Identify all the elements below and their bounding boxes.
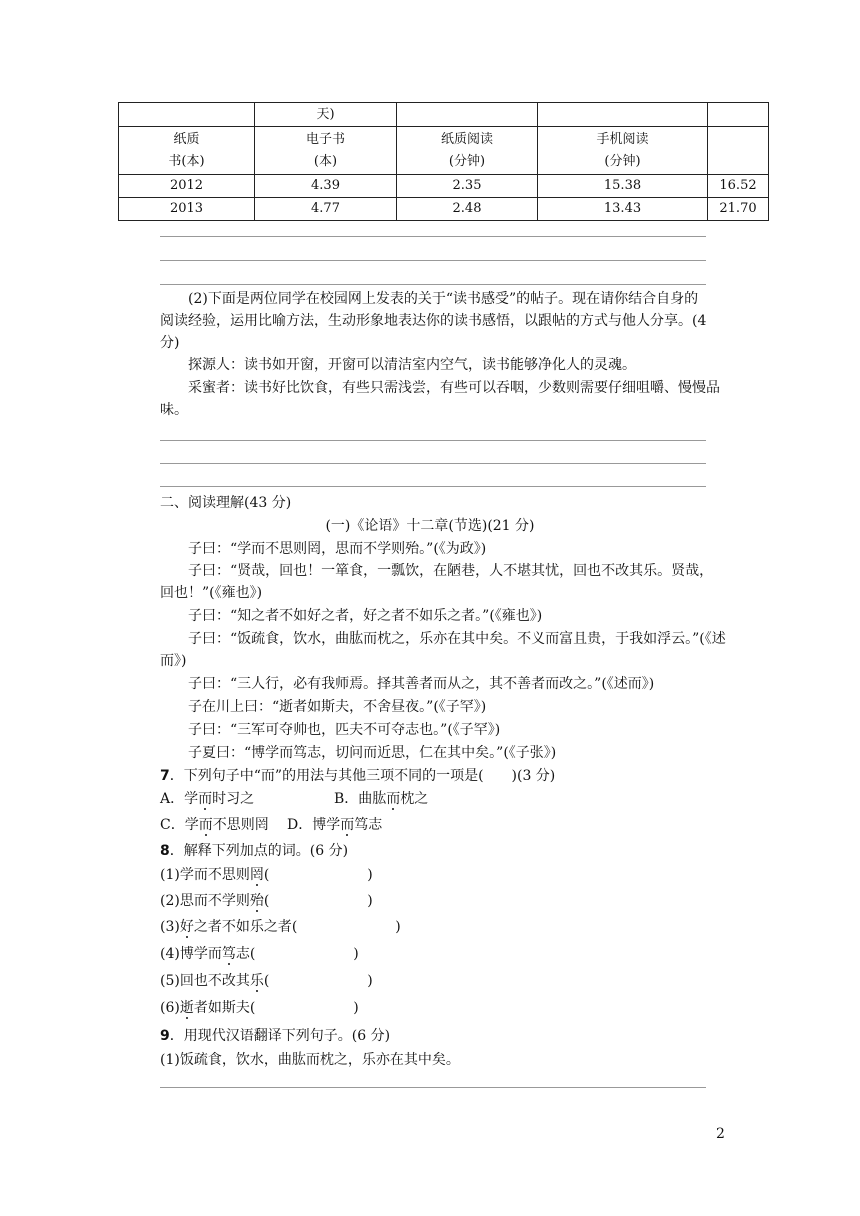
option-c[interactable]: C．学而不思则罔 bbox=[160, 817, 269, 833]
question-text: ．下列句子中“而”的用法与其他三项不同的一项是( )(3 分) bbox=[169, 768, 556, 784]
question-7-stem bbox=[160, 765, 555, 787]
passage-line: 子曰：“贤哉，回也！一箪食，一瓢饮，在陋巷，人不堪其忧，回也不改其乐。贤哉， bbox=[188, 563, 714, 579]
q8-item[interactable]: (6)逝者如斯夫( ) bbox=[160, 1000, 359, 1016]
question-number: 9 bbox=[160, 1028, 170, 1044]
option-b[interactable]: B．曲肱而枕之 bbox=[334, 791, 429, 807]
answer-line[interactable] bbox=[160, 284, 706, 285]
answer-line[interactable] bbox=[160, 1087, 706, 1088]
question-text: ．用现代汉语翻译下列句子。(6 分) bbox=[169, 1028, 391, 1044]
question-number: 8 bbox=[160, 843, 170, 859]
dotted-char: 而 bbox=[386, 791, 401, 807]
dotted-char: 殆 bbox=[249, 893, 264, 909]
table-cell: 16.52 bbox=[708, 175, 769, 198]
table-cell: 2013 bbox=[119, 198, 255, 221]
passage-line: 子曰：“饭疏食，饮水，曲肱而枕之，乐亦在其中矣。不义而富且贵，于我如浮云。”(《述 bbox=[188, 631, 726, 647]
section-subheading: (一)《论语》十二章(节选)(21 分) bbox=[325, 518, 535, 534]
q9-item: (1)饭疏食，饮水，曲肱而枕之，乐亦在其中矣。 bbox=[160, 1052, 460, 1068]
table-cell: 4.39 bbox=[255, 175, 397, 198]
table-cell bbox=[708, 103, 769, 127]
q8-item[interactable]: (2)思而不学则殆( ) bbox=[160, 893, 373, 909]
answer-line[interactable] bbox=[160, 486, 706, 487]
table-header-cell: 手机阅读 (分钟) bbox=[538, 127, 708, 175]
dotted-char: 而 bbox=[198, 817, 213, 833]
table-cell bbox=[397, 103, 538, 127]
passage-line: 子曰：“三军可夺帅也，匹夫不可夺志也。”(《子罕》) bbox=[188, 722, 501, 738]
passage-line: 子曰：“三人行，必有我师焉。择其善者而从之，其不善者而改之。”(《述而》) bbox=[188, 676, 655, 692]
table-cell: 天) bbox=[255, 103, 397, 127]
dotted-char: 好 bbox=[179, 919, 194, 935]
passage-line: 子夏曰：“博学而笃志，切问而近思，仁在其中矣。”(《子张》) bbox=[188, 745, 557, 761]
table-cell: 15.38 bbox=[538, 175, 708, 198]
reading-stats-table bbox=[118, 102, 769, 221]
table-cell: 4.77 bbox=[255, 198, 397, 221]
q8-item[interactable]: (1)学而不思则罔( ) bbox=[160, 867, 373, 883]
answer-line[interactable] bbox=[160, 463, 706, 464]
table-header-cell bbox=[708, 127, 769, 175]
passage-line: 子曰：“知之者不如好之者，好之者不如乐之者。”(《雍也》) bbox=[188, 608, 543, 624]
table-row bbox=[119, 198, 769, 221]
dotted-char: 而 bbox=[198, 791, 213, 807]
section-heading: 二、阅读理解(43 分) bbox=[160, 495, 292, 511]
question-text: ．解释下列加点的词。(6 分) bbox=[169, 843, 349, 859]
dotted-char: 罔 bbox=[249, 867, 264, 883]
table-cell: 21.70 bbox=[708, 198, 769, 221]
passage-line: 而》) bbox=[160, 653, 187, 669]
q8-item[interactable]: (3)好之者不如乐之者( ) bbox=[160, 919, 401, 935]
table-cell: 2.35 bbox=[397, 175, 538, 198]
question-number: 7 bbox=[160, 768, 170, 784]
table-header-cell: 纸质 书(本) bbox=[119, 127, 255, 175]
q8-item[interactable]: (5)回也不改其乐( ) bbox=[160, 973, 373, 989]
table-cell: 2012 bbox=[119, 175, 255, 198]
page-number: 2 bbox=[716, 1126, 725, 1142]
dotted-char: 笃 bbox=[221, 946, 236, 962]
forum-post: 采蜜者：读书好比饮食，有些只需浅尝，有些可以吞咽，少数则需要仔细咀嚼、慢慢品 bbox=[188, 380, 720, 396]
table-header-cell: 纸质阅读 (分钟) bbox=[397, 127, 538, 175]
answer-line[interactable] bbox=[160, 440, 706, 441]
answer-line[interactable] bbox=[160, 236, 706, 237]
table-cell bbox=[538, 103, 708, 127]
forum-post: 探源人：读书如开窗，开窗可以清洁室内空气，读书能够净化人的灵魂。 bbox=[188, 357, 636, 373]
table-header-cell: 电子书 (本) bbox=[255, 127, 397, 175]
option-d[interactable]: D．博学而笃志 bbox=[287, 817, 383, 833]
passage-line: 子在川上曰：“逝者如斯夫，不舍昼夜。”(《子罕》) bbox=[188, 699, 487, 715]
passage-line: 子曰：“学而不思则罔，思而不学则殆。”(《为政》) bbox=[188, 541, 487, 557]
table-row bbox=[119, 103, 769, 127]
option-a[interactable]: A．学而时习之 bbox=[160, 791, 255, 807]
q2-prompt: 分) bbox=[160, 335, 180, 351]
dotted-char: 乐 bbox=[249, 973, 264, 989]
answer-line[interactable] bbox=[160, 260, 706, 261]
question-8-stem bbox=[160, 840, 348, 862]
dotted-char: 而 bbox=[340, 817, 355, 833]
dotted-char: 逝 bbox=[179, 1000, 194, 1016]
table-cell bbox=[119, 103, 255, 127]
table-cell: 13.43 bbox=[538, 198, 708, 221]
q2-prompt: (2)下面是两位同学在校园网上发表的关于“读书感受”的帖子。现在请你结合自身的 bbox=[188, 291, 699, 307]
q2-prompt: 阅读经验，运用比喻方法，生动形象地表达你的读书感悟，以跟帖的方式与他人分享。(4 bbox=[160, 313, 707, 329]
question-9-stem bbox=[160, 1025, 390, 1047]
passage-line: 回也！”(《雍也》) bbox=[160, 585, 263, 601]
forum-post: 味。 bbox=[160, 402, 188, 418]
q8-item[interactable]: (4)博学而笃志( ) bbox=[160, 946, 359, 962]
table-cell: 2.48 bbox=[397, 198, 538, 221]
table-row bbox=[119, 175, 769, 198]
table-header-row bbox=[119, 127, 769, 175]
